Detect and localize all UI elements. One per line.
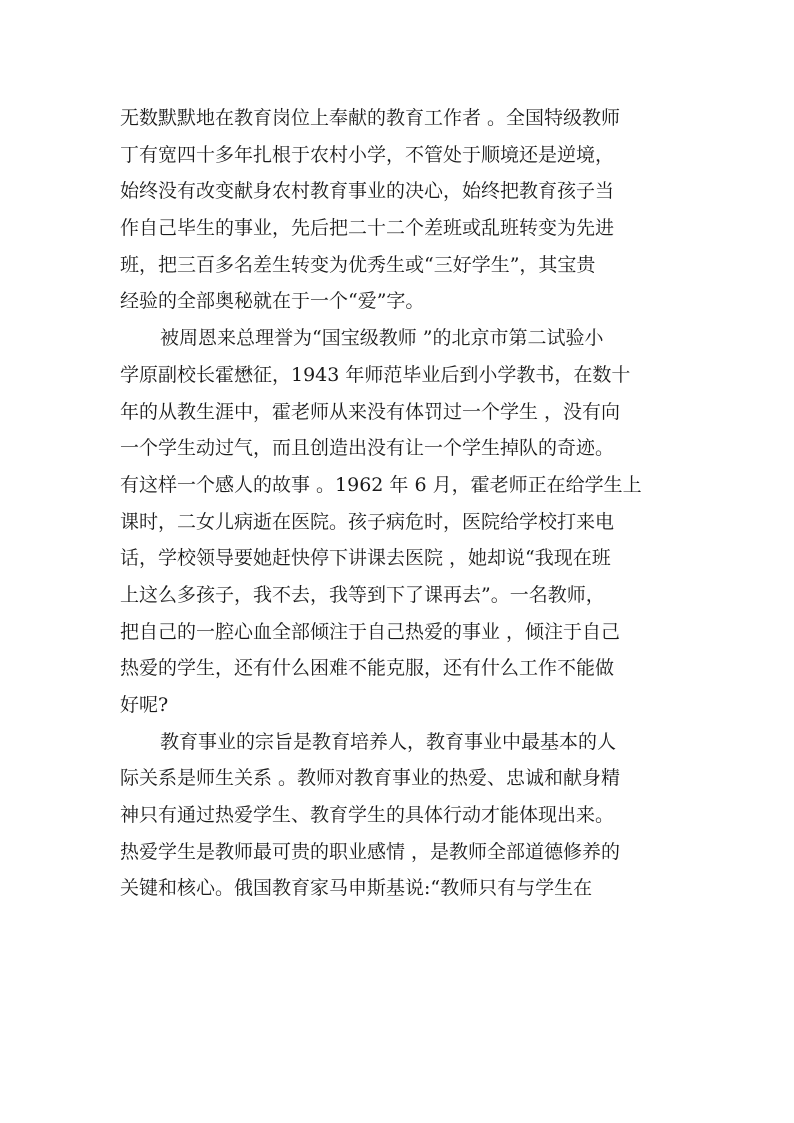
text-line: 学原副校长霍懋征，1943 年师范毕业后到小学教书，在数十 (120, 363, 631, 386)
text-line: 被周恩来总理誉为“国宝级教师 ”的北京市第二试验小 (160, 327, 604, 350)
text-line: 无数默默地在教育岗位上奉献的教育工作者 。全国特级教师 (120, 107, 621, 129)
text-line: 际关系是师生关系 。教师对教育事业的热爱、忠诚和献身精 (120, 767, 621, 790)
body-text (120, 100, 680, 907)
text-line: 好呢? (120, 694, 169, 716)
text-line: 热爱学生是教师最可贵的职业感情 ，是教师全部道德修养的 (120, 840, 621, 863)
text-line: 上这么多孩子，我不去，我等到下了课再去”。一名教师， (120, 583, 605, 606)
text-line: 关键和核心。俄国教育家马申斯基说:“教师只有与学生在 (120, 877, 593, 900)
text-line: 热爱的学生，还有什么困难不能克服，还有什么工作不能做 (120, 657, 615, 680)
text-line: 把自己的一腔心血全部倾注于自己热爱的事业 ，倾注于自己 (120, 620, 621, 643)
text-line: 一个学生动过气，而且创造出没有让一个学生掉队的奇迹。 (120, 437, 615, 460)
paragraph-1 (120, 100, 680, 320)
text-line: 有这样一个感人的故事 。1962 年 6 月，霍老师正在给学生上 (120, 473, 642, 496)
paragraph-3 (120, 724, 680, 907)
paragraph-2 (120, 320, 680, 724)
text-line: 年的从教生涯中，霍老师从来没有体罚过一个学生 ，没有向 (120, 400, 621, 423)
text-line: 教育事业的宗旨是教育培养人，教育事业中最基本的人 (160, 730, 617, 753)
text-line: 班，把三百多名差生转变为优秀生或“三好学生”，其宝贵 (120, 253, 596, 276)
text-line: 作自己毕生的事业，先后把二十二个差班或乱班转变为先进 (120, 217, 615, 240)
text-line: 话，学校领导要她赶快停下讲课去医院 ，她却说“我现在班 (120, 547, 611, 570)
text-line: 始终没有改变献身农村教育事业的决心，始终把教育孩子当 (120, 180, 615, 203)
text-line: 丁有宽四十多年扎根于农村小学，不管处于顺境还是逆境， (120, 143, 615, 166)
text-line: 课时，二女儿病逝在医院。孩子病危时，医院给学校打来电 (120, 510, 615, 533)
text-line: 神只有通过热爱学生、教育学生的具体行动才能体现出来。 (120, 804, 615, 827)
text-line: 经验的全部奥秘就在于一个“爱”字。 (120, 290, 425, 313)
